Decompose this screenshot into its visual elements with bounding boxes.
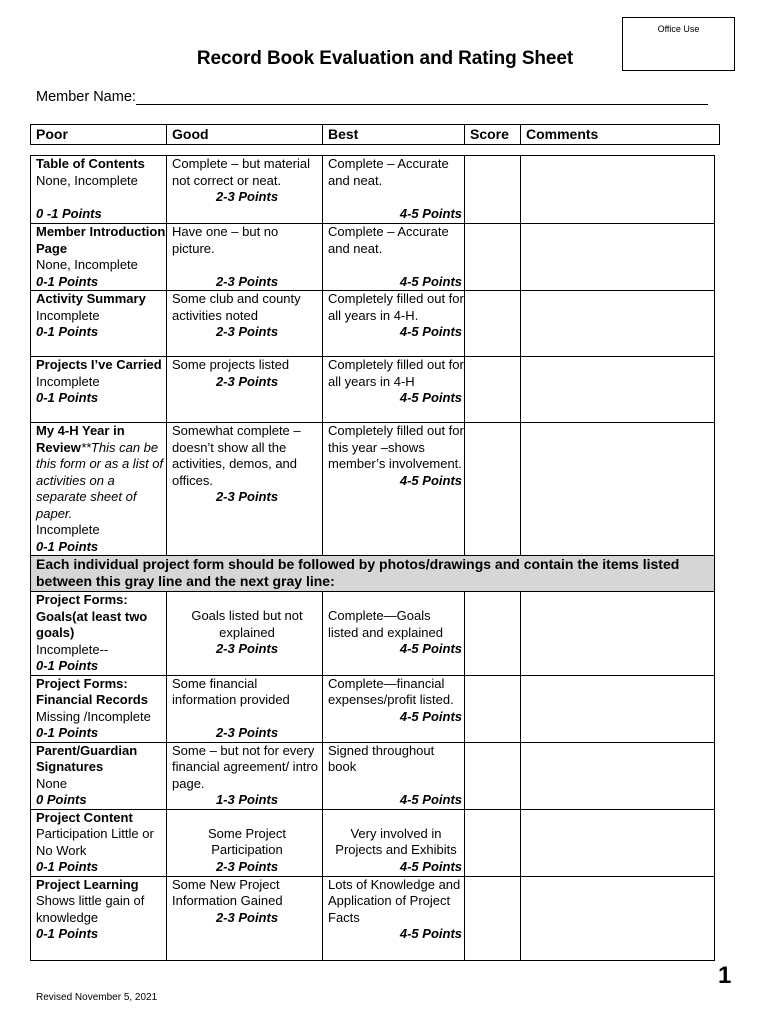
best-text: Completely filled out for all years in 4-H. — [328, 291, 464, 323]
poor-points: 0-1 Points — [36, 725, 99, 740]
score-cell[interactable] — [465, 592, 521, 676]
page-title: Record Book Evaluation and Rating Sheet — [196, 48, 574, 69]
good-text: Some Project Participation — [207, 825, 287, 857]
poor-cell — [31, 423, 167, 556]
good-cell — [167, 357, 323, 423]
table-row — [31, 156, 715, 224]
member-name-label: Member Name: — [36, 89, 136, 105]
poor-cell — [31, 357, 167, 423]
good-cell — [167, 423, 323, 556]
poor-cell — [31, 675, 167, 742]
best-text: Complete – Accurate and neat. — [328, 224, 449, 256]
good-text: Somewhat complete – doesn’t show all the activities, demos, and offices. — [172, 423, 301, 488]
table-row — [31, 742, 715, 809]
best-points: 4-5 Points — [399, 324, 462, 339]
poor-points: 0 Points — [36, 792, 87, 807]
good-text: Some – but not for every financial agreement/ intro page. — [172, 742, 318, 791]
row-title: Activity Summary — [36, 291, 146, 306]
poor-text: Participation Little or No Work — [36, 826, 154, 858]
poor-cell — [31, 742, 167, 809]
score-cell[interactable] — [465, 423, 521, 556]
best-cell — [323, 357, 465, 423]
poor-text: None, Incomplete — [36, 257, 138, 272]
poor-cell — [31, 592, 167, 676]
row-title: Table of Contents — [36, 156, 145, 171]
good-cell — [167, 675, 323, 742]
header-row — [31, 125, 720, 145]
poor-cell — [31, 156, 167, 224]
comments-cell[interactable] — [521, 742, 715, 809]
table-row — [31, 224, 715, 291]
poor-text: Shows little gain of knowledge — [36, 893, 145, 925]
poor-points: 0-1 Points — [36, 658, 99, 673]
best-cell — [323, 423, 465, 556]
best-points: 4-5 Points — [399, 792, 462, 807]
good-points: 2-3 Points — [215, 641, 279, 656]
good-points: 2-3 Points — [215, 373, 279, 389]
row-title: My 4-H Year in Review — [36, 423, 125, 455]
best-points: 4-5 Points — [399, 926, 462, 941]
best-cell — [323, 156, 465, 224]
row-title: Project Forms: Goals(at least two goals) — [36, 592, 148, 640]
comments-cell[interactable] — [521, 423, 715, 556]
poor-cell — [31, 224, 167, 291]
good-cell — [167, 592, 323, 676]
poor-text: Incomplete — [36, 373, 100, 389]
score-cell[interactable] — [465, 675, 521, 742]
header-best: Best — [323, 125, 465, 145]
comments-cell[interactable] — [521, 592, 715, 676]
row-title-note: **This can be this form or as a list of activities on a separate sheet of paper. — [36, 439, 164, 521]
poor-cell — [31, 876, 167, 960]
poor-points: 0-1 Points — [36, 926, 99, 941]
poor-points: 0-1 Points — [36, 273, 99, 289]
poor-points: 0-1 Points — [36, 538, 99, 554]
poor-text: Missing /Incomplete — [36, 708, 151, 724]
table-row — [31, 809, 715, 876]
comments-cell[interactable] — [521, 291, 715, 357]
best-text: Completely filled out for this year –shows member’s involvement. — [328, 423, 464, 471]
table-row — [31, 423, 715, 556]
gray-divider-row — [31, 556, 715, 592]
page-number: 1 — [718, 962, 732, 989]
score-cell[interactable] — [465, 291, 521, 357]
poor-points: 0 -1 Points — [36, 205, 102, 221]
row-title: Project Forms: Financial Records — [36, 675, 148, 707]
poor-text: Incomplete — [36, 522, 100, 537]
best-points: 4-5 Points — [399, 858, 462, 874]
row-title: Project Learning — [36, 876, 139, 892]
score-cell[interactable] — [465, 224, 521, 291]
best-cell — [323, 876, 465, 960]
poor-points: 0-1 Points — [36, 324, 99, 339]
row-title: Member Introduction Page — [36, 224, 166, 256]
comments-cell[interactable] — [521, 357, 715, 423]
row-title: Parent/Guardian Signatures — [36, 742, 138, 774]
good-text: Some projects listed — [172, 357, 290, 372]
good-points: 2-3 Points — [215, 489, 279, 504]
best-points: 4-5 Points — [399, 273, 462, 289]
poor-cell — [31, 809, 167, 876]
best-points: 4-5 Points — [399, 708, 462, 724]
good-cell — [167, 156, 323, 224]
best-cell — [323, 675, 465, 742]
comments-cell[interactable] — [521, 156, 715, 224]
rating-table — [30, 155, 715, 961]
good-cell — [167, 809, 323, 876]
good-text: Some New Project Information Gained — [172, 876, 283, 908]
good-points: 2-3 Points — [215, 324, 279, 339]
best-cell — [323, 224, 465, 291]
score-cell[interactable] — [465, 809, 521, 876]
comments-cell[interactable] — [521, 224, 715, 291]
table-row — [31, 291, 715, 357]
good-cell — [167, 224, 323, 291]
score-cell[interactable] — [465, 742, 521, 809]
best-points: 4-5 Points — [399, 641, 462, 656]
good-text: Goals listed but not explained — [191, 608, 303, 640]
good-cell — [167, 291, 323, 357]
best-points: 4-5 Points — [399, 390, 462, 405]
comments-cell[interactable] — [521, 876, 715, 960]
good-points: 2-3 Points — [215, 725, 279, 740]
good-cell — [167, 742, 323, 809]
table-row — [31, 357, 715, 423]
good-points: 2-3 Points — [215, 858, 279, 874]
row-title: Projects I’ve Carried — [36, 357, 162, 372]
comments-cell[interactable] — [521, 809, 715, 876]
header-table — [30, 124, 720, 145]
good-text: Some financial information provided — [172, 675, 290, 707]
score-cell[interactable] — [465, 876, 521, 960]
poor-text: None — [36, 775, 68, 791]
header-good: Good — [167, 125, 323, 145]
score-cell[interactable] — [465, 156, 521, 224]
best-text: Complete – Accurate and neat. — [328, 156, 449, 188]
best-cell — [323, 592, 465, 676]
good-points: 2-3 Points — [215, 273, 279, 289]
good-points: 2-3 Points — [215, 189, 279, 204]
best-text: Very involved in Projects and Exhibits — [335, 825, 457, 857]
member-name-field[interactable] — [36, 88, 708, 105]
office-use-label: Office Use — [657, 24, 700, 34]
row-title: Project Content — [36, 809, 133, 825]
member-name-line[interactable] — [136, 88, 708, 105]
good-text: Complete – but material not correct or neat. — [172, 156, 311, 188]
good-points: 1-3 Points — [215, 792, 279, 807]
score-cell[interactable] — [465, 357, 521, 423]
good-cell — [167, 876, 323, 960]
gray-note: Each individual project form should be followed by photos/drawings and contain the items listed between this gray line and the next gray line: — [31, 556, 715, 592]
comments-cell[interactable] — [521, 675, 715, 742]
header-comments: Comments — [521, 125, 720, 145]
best-text: Lots of Knowledge and Application of Project Facts — [328, 876, 461, 925]
best-text: Completely filled out for all years in 4-H — [328, 357, 464, 389]
table-row — [31, 876, 715, 960]
poor-text: Incomplete-- — [36, 641, 109, 657]
best-cell — [323, 809, 465, 876]
best-cell — [323, 742, 465, 809]
best-points: 4-5 Points — [399, 205, 462, 221]
poor-text: None, Incomplete — [36, 172, 138, 188]
table-row — [31, 592, 715, 676]
best-points: 4-5 Points — [399, 472, 462, 488]
best-text: Complete—financial expenses/profit listed. — [328, 675, 454, 707]
table-row — [31, 675, 715, 742]
best-cell — [323, 291, 465, 357]
header-score: Score — [465, 125, 521, 145]
good-text: Some club and county activities noted — [172, 291, 301, 323]
poor-cell — [31, 291, 167, 357]
poor-text: Incomplete — [36, 307, 100, 323]
poor-points: 0-1 Points — [36, 859, 99, 874]
poor-points: 0-1 Points — [36, 390, 99, 405]
good-text: Have one – but no picture. — [172, 224, 279, 256]
good-points: 2-3 Points — [215, 909, 279, 925]
header-poor: Poor — [31, 125, 167, 145]
revised-date: Revised November 5, 2021 — [36, 992, 158, 1003]
best-text: Signed throughout book — [328, 742, 435, 774]
best-text: Complete—Goals listed and explained — [328, 608, 443, 640]
